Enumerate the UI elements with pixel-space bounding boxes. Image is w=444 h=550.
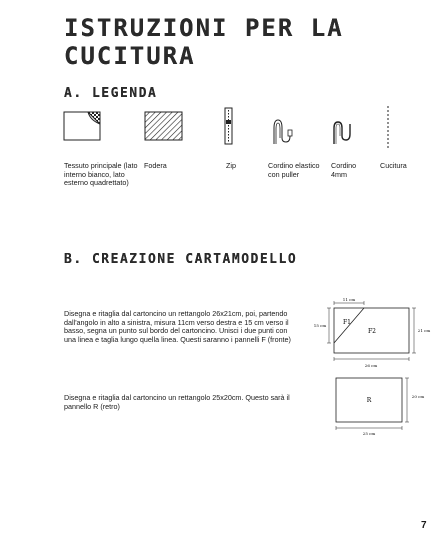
cord-icon [330, 106, 352, 146]
legend-label-lining: Fodera [144, 161, 167, 170]
elastic-cord-icon [268, 106, 294, 146]
front-panel-diagram [312, 298, 432, 374]
legend-label-cord: Cordino 4mm [331, 161, 357, 179]
legend-label-seam: Cucitura [380, 161, 407, 170]
legend-label-elastic-cord: Cordino elastico con puller [268, 161, 320, 179]
front-left-dimension: 15 cm [313, 323, 327, 328]
panel-f1-label: F1 [343, 319, 351, 326]
page-number: 7 [421, 520, 427, 531]
back-right-dimension: 20 cm [411, 394, 425, 399]
pattern-instruction-front: Disegna e ritaglia dal cartoncino un rettangolo 26x21cm, poi, partendo dall'angolo in alto a sinistra, misura 11cm verso destra e 15 cm verso il basso, segna un punto sul bordo del cartoncino. Unisci i due punti con una linea e taglia lungo quella linea. Questi saranno i pannelli F (fronte) [64, 309, 291, 344]
pattern-instruction-back: Disegna e ritaglia dal cartoncino un rettangolo 25x20cm. Questo sarà il pannello R (retro) [64, 393, 290, 411]
front-top-dimension: 11 cm [342, 298, 356, 302]
front-right-dimension: 21 cm [417, 328, 431, 333]
section-a-heading: A. LEGENDA [64, 86, 158, 101]
legend-label-fabric: Tessuto principale (lato interno bianco, lato esterno quadrettato) [64, 161, 138, 188]
legend-label-zip: Zip [226, 161, 236, 170]
page-title: ISTRUZIONI PER LA CUCITURA [64, 14, 344, 70]
lining-icon [144, 106, 184, 142]
zip-icon [222, 106, 236, 146]
seam-icon [384, 106, 392, 150]
fabric-icon [62, 106, 102, 146]
section-b-heading: B. CREAZIONE CARTAMODELLO [64, 252, 298, 267]
back-panel-diagram [330, 372, 430, 442]
panel-r-label: R [366, 397, 372, 404]
front-bottom-dimension: 26 cm [364, 363, 378, 368]
back-bottom-dimension: 25 cm [362, 431, 376, 436]
panel-f2-label: F2 [368, 328, 376, 335]
